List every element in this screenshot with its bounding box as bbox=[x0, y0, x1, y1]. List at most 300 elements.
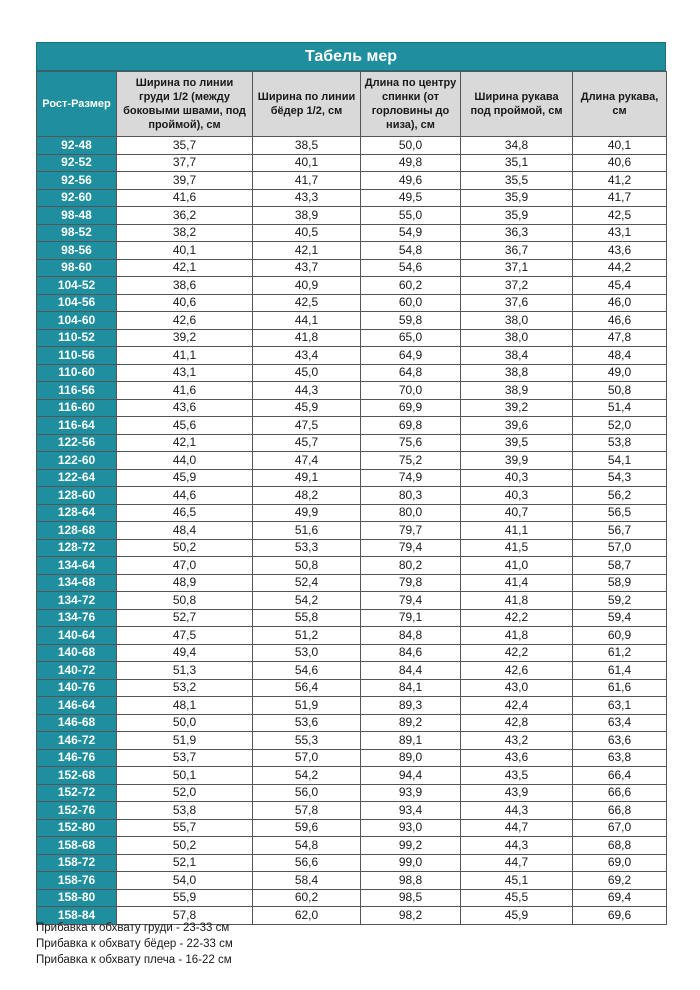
sleeve-width-cell: 35,9 bbox=[461, 207, 573, 225]
sleeve-length-cell: 53,8 bbox=[573, 434, 667, 452]
sleeve-width-cell: 41,8 bbox=[461, 627, 573, 645]
sleeve-width-cell: 39,9 bbox=[461, 452, 573, 470]
size-cell: 134-72 bbox=[37, 592, 117, 610]
table-row bbox=[37, 854, 667, 872]
hip-width-cell: 58,4 bbox=[253, 872, 361, 890]
sleeve-width-cell: 43,0 bbox=[461, 679, 573, 697]
sleeve-length-cell: 61,6 bbox=[573, 679, 667, 697]
back-length-cell: 60,2 bbox=[361, 277, 461, 295]
sleeve-length-cell: 40,6 bbox=[573, 154, 667, 172]
sleeve-length-cell: 56,2 bbox=[573, 487, 667, 505]
back-length-cell: 49,8 bbox=[361, 154, 461, 172]
chest-width-cell: 52,7 bbox=[117, 609, 253, 627]
size-cell: 98-56 bbox=[37, 242, 117, 260]
hip-width-cell: 60,2 bbox=[253, 889, 361, 907]
sleeve-length-cell: 66,8 bbox=[573, 802, 667, 820]
sleeve-width-cell: 35,1 bbox=[461, 154, 573, 172]
back-length-cell: 79,4 bbox=[361, 539, 461, 557]
back-length-cell: 93,9 bbox=[361, 784, 461, 802]
sleeve-width-cell: 41,8 bbox=[461, 592, 573, 610]
chest-width-cell: 43,6 bbox=[117, 399, 253, 417]
table-row bbox=[37, 522, 667, 540]
sleeve-length-cell: 51,4 bbox=[573, 399, 667, 417]
table-row bbox=[37, 679, 667, 697]
hip-width-cell: 43,3 bbox=[253, 189, 361, 207]
back-length-cell: 99,0 bbox=[361, 854, 461, 872]
header-chest-width: Ширина по линии груди 1/2 (между боковыми швами, под проймой), см bbox=[117, 72, 253, 137]
back-length-cell: 79,4 bbox=[361, 592, 461, 610]
size-cell: 92-60 bbox=[37, 189, 117, 207]
back-length-cell: 64,8 bbox=[361, 364, 461, 382]
hip-width-cell: 56,4 bbox=[253, 679, 361, 697]
sleeve-length-cell: 69,4 bbox=[573, 889, 667, 907]
table-row bbox=[37, 434, 667, 452]
size-cell: 98-48 bbox=[37, 207, 117, 225]
size-cell: 134-68 bbox=[37, 574, 117, 592]
back-length-cell: 54,9 bbox=[361, 224, 461, 242]
size-cell: 104-56 bbox=[37, 294, 117, 312]
back-length-cell: 79,8 bbox=[361, 574, 461, 592]
size-cell: 92-56 bbox=[37, 172, 117, 190]
hip-width-cell: 40,9 bbox=[253, 277, 361, 295]
hip-width-cell: 38,5 bbox=[253, 137, 361, 155]
table-row bbox=[37, 539, 667, 557]
size-cell: 140-72 bbox=[37, 662, 117, 680]
table-row bbox=[37, 172, 667, 190]
chest-width-cell: 36,2 bbox=[117, 207, 253, 225]
sleeve-width-cell: 40,3 bbox=[461, 487, 573, 505]
sleeve-width-cell: 35,5 bbox=[461, 172, 573, 190]
size-cell: 152-72 bbox=[37, 784, 117, 802]
back-length-cell: 59,8 bbox=[361, 312, 461, 330]
sleeve-width-cell: 44,3 bbox=[461, 837, 573, 855]
sleeve-width-cell: 44,3 bbox=[461, 802, 573, 820]
chest-width-cell: 40,6 bbox=[117, 294, 253, 312]
hip-width-cell: 51,2 bbox=[253, 627, 361, 645]
size-cell: 146-64 bbox=[37, 697, 117, 715]
chest-width-cell: 48,1 bbox=[117, 697, 253, 715]
size-cell: 98-52 bbox=[37, 224, 117, 242]
back-length-cell: 65,0 bbox=[361, 329, 461, 347]
back-length-cell: 84,8 bbox=[361, 627, 461, 645]
table-row bbox=[37, 189, 667, 207]
size-cell: 134-76 bbox=[37, 609, 117, 627]
size-cell: 152-80 bbox=[37, 819, 117, 837]
chest-width-cell: 39,2 bbox=[117, 329, 253, 347]
sleeve-length-cell: 61,2 bbox=[573, 644, 667, 662]
table-row bbox=[37, 399, 667, 417]
chest-width-cell: 45,9 bbox=[117, 469, 253, 487]
hip-width-cell: 54,6 bbox=[253, 662, 361, 680]
sleeve-width-cell: 43,2 bbox=[461, 732, 573, 750]
sleeve-width-cell: 38,9 bbox=[461, 382, 573, 400]
table-row bbox=[37, 872, 667, 890]
sleeve-length-cell: 63,4 bbox=[573, 714, 667, 732]
sleeve-length-cell: 69,2 bbox=[573, 872, 667, 890]
chest-width-cell: 50,0 bbox=[117, 714, 253, 732]
sleeve-length-cell: 41,7 bbox=[573, 189, 667, 207]
hip-width-cell: 44,3 bbox=[253, 382, 361, 400]
header-hip-width: Ширина по линии бёдер 1/2, см bbox=[253, 72, 361, 137]
allowance-notes bbox=[36, 920, 233, 968]
sleeve-length-cell: 68,8 bbox=[573, 837, 667, 855]
back-length-cell: 60,0 bbox=[361, 294, 461, 312]
hip-width-cell: 54,2 bbox=[253, 767, 361, 785]
table-row bbox=[37, 889, 667, 907]
sleeve-length-cell: 43,6 bbox=[573, 242, 667, 260]
hip-width-cell: 62,0 bbox=[253, 907, 361, 925]
size-cell: 146-68 bbox=[37, 714, 117, 732]
size-cell: 92-48 bbox=[37, 137, 117, 155]
hip-width-cell: 45,7 bbox=[253, 434, 361, 452]
chest-width-cell: 57,8 bbox=[117, 907, 253, 925]
sleeve-length-cell: 63,1 bbox=[573, 697, 667, 715]
sleeve-width-cell: 34,8 bbox=[461, 137, 573, 155]
size-cell: 140-68 bbox=[37, 644, 117, 662]
sleeve-width-cell: 43,5 bbox=[461, 767, 573, 785]
sleeve-length-cell: 56,7 bbox=[573, 522, 667, 540]
table-row bbox=[37, 224, 667, 242]
sleeve-length-cell: 44,2 bbox=[573, 259, 667, 277]
back-length-cell: 74,9 bbox=[361, 469, 461, 487]
header-back-length: Длина по центру спинки (от горловины до низа), см bbox=[361, 72, 461, 137]
size-cell: 158-72 bbox=[37, 854, 117, 872]
size-cell: 128-72 bbox=[37, 539, 117, 557]
table-row bbox=[37, 452, 667, 470]
back-length-cell: 98,5 bbox=[361, 889, 461, 907]
size-cell: 122-56 bbox=[37, 434, 117, 452]
back-length-cell: 80,2 bbox=[361, 557, 461, 575]
sleeve-length-cell: 47,8 bbox=[573, 329, 667, 347]
sleeve-length-cell: 69,0 bbox=[573, 854, 667, 872]
back-length-cell: 49,6 bbox=[361, 172, 461, 190]
table-row bbox=[37, 347, 667, 365]
chest-width-cell: 51,9 bbox=[117, 732, 253, 750]
size-cell: 110-52 bbox=[37, 329, 117, 347]
sleeve-length-cell: 60,9 bbox=[573, 627, 667, 645]
chest-width-cell: 50,1 bbox=[117, 767, 253, 785]
table-row bbox=[37, 714, 667, 732]
back-length-cell: 70,0 bbox=[361, 382, 461, 400]
hip-width-cell: 52,4 bbox=[253, 574, 361, 592]
sleeve-length-cell: 58,7 bbox=[573, 557, 667, 575]
sleeve-length-cell: 66,4 bbox=[573, 767, 667, 785]
back-length-cell: 69,9 bbox=[361, 399, 461, 417]
back-length-cell: 54,8 bbox=[361, 242, 461, 260]
sleeve-length-cell: 46,6 bbox=[573, 312, 667, 330]
sleeve-width-cell: 41,5 bbox=[461, 539, 573, 557]
table-row bbox=[37, 487, 667, 505]
hip-width-cell: 44,1 bbox=[253, 312, 361, 330]
table-row bbox=[37, 837, 667, 855]
sleeve-width-cell: 41,4 bbox=[461, 574, 573, 592]
hip-width-cell: 41,7 bbox=[253, 172, 361, 190]
size-cell: 158-68 bbox=[37, 837, 117, 855]
chest-width-cell: 40,1 bbox=[117, 242, 253, 260]
chest-width-cell: 41,6 bbox=[117, 189, 253, 207]
sleeve-width-cell: 43,9 bbox=[461, 784, 573, 802]
hip-width-cell: 42,1 bbox=[253, 242, 361, 260]
size-table bbox=[36, 71, 667, 925]
hip-width-cell: 57,0 bbox=[253, 749, 361, 767]
sleeve-width-cell: 42,6 bbox=[461, 662, 573, 680]
size-cell: 152-68 bbox=[37, 767, 117, 785]
size-cell: 104-60 bbox=[37, 312, 117, 330]
hip-width-cell: 42,5 bbox=[253, 294, 361, 312]
hip-width-cell: 51,6 bbox=[253, 522, 361, 540]
table-row bbox=[37, 417, 667, 435]
size-cell: 146-72 bbox=[37, 732, 117, 750]
size-cell: 158-76 bbox=[37, 872, 117, 890]
hip-width-cell: 53,3 bbox=[253, 539, 361, 557]
back-length-cell: 99,2 bbox=[361, 837, 461, 855]
back-length-cell: 75,6 bbox=[361, 434, 461, 452]
sleeve-width-cell: 35,9 bbox=[461, 189, 573, 207]
table-row bbox=[37, 277, 667, 295]
sleeve-length-cell: 50,8 bbox=[573, 382, 667, 400]
hip-width-cell: 53,6 bbox=[253, 714, 361, 732]
chest-width-cell: 47,5 bbox=[117, 627, 253, 645]
size-cell: 122-64 bbox=[37, 469, 117, 487]
sleeve-width-cell: 39,5 bbox=[461, 434, 573, 452]
chest-width-cell: 54,0 bbox=[117, 872, 253, 890]
hip-width-cell: 54,2 bbox=[253, 592, 361, 610]
chest-width-cell: 42,1 bbox=[117, 434, 253, 452]
size-cell: 140-76 bbox=[37, 679, 117, 697]
sleeve-width-cell: 41,0 bbox=[461, 557, 573, 575]
hip-width-cell: 59,6 bbox=[253, 819, 361, 837]
sleeve-length-cell: 54,1 bbox=[573, 452, 667, 470]
table-row bbox=[37, 382, 667, 400]
hip-width-cell: 56,0 bbox=[253, 784, 361, 802]
chest-width-cell: 48,9 bbox=[117, 574, 253, 592]
size-cell: 128-68 bbox=[37, 522, 117, 540]
table-row bbox=[37, 627, 667, 645]
hip-width-cell: 49,1 bbox=[253, 469, 361, 487]
sleeve-width-cell: 42,4 bbox=[461, 697, 573, 715]
sleeve-length-cell: 67,0 bbox=[573, 819, 667, 837]
sleeve-length-cell: 69,6 bbox=[573, 907, 667, 925]
sleeve-width-cell: 37,2 bbox=[461, 277, 573, 295]
back-length-cell: 69,8 bbox=[361, 417, 461, 435]
chest-width-cell: 43,1 bbox=[117, 364, 253, 382]
back-length-cell: 94,4 bbox=[361, 767, 461, 785]
table-row bbox=[37, 609, 667, 627]
sleeve-length-cell: 43,1 bbox=[573, 224, 667, 242]
table-row bbox=[37, 137, 667, 155]
chest-width-cell: 44,0 bbox=[117, 452, 253, 470]
chest-width-cell: 39,7 bbox=[117, 172, 253, 190]
size-cell: 134-64 bbox=[37, 557, 117, 575]
back-length-cell: 64,9 bbox=[361, 347, 461, 365]
back-length-cell: 80,3 bbox=[361, 487, 461, 505]
back-length-cell: 98,2 bbox=[361, 907, 461, 925]
table-row bbox=[37, 644, 667, 662]
note-hip-allowance: Прибавка к обхвату бёдер - 22-33 см bbox=[36, 938, 233, 950]
chest-width-cell: 52,0 bbox=[117, 784, 253, 802]
sleeve-length-cell: 49,0 bbox=[573, 364, 667, 382]
sleeve-width-cell: 43,6 bbox=[461, 749, 573, 767]
sleeve-length-cell: 63,8 bbox=[573, 749, 667, 767]
sleeve-width-cell: 42,2 bbox=[461, 644, 573, 662]
sleeve-width-cell: 37,6 bbox=[461, 294, 573, 312]
chest-width-cell: 55,9 bbox=[117, 889, 253, 907]
sleeve-width-cell: 42,8 bbox=[461, 714, 573, 732]
table-row bbox=[37, 767, 667, 785]
chest-width-cell: 53,2 bbox=[117, 679, 253, 697]
sleeve-width-cell: 40,7 bbox=[461, 504, 573, 522]
sleeve-length-cell: 57,0 bbox=[573, 539, 667, 557]
chest-width-cell: 41,6 bbox=[117, 382, 253, 400]
sleeve-length-cell: 66,6 bbox=[573, 784, 667, 802]
table-row bbox=[37, 469, 667, 487]
back-length-cell: 55,0 bbox=[361, 207, 461, 225]
chest-width-cell: 51,3 bbox=[117, 662, 253, 680]
sleeve-width-cell: 36,3 bbox=[461, 224, 573, 242]
back-length-cell: 89,2 bbox=[361, 714, 461, 732]
sleeve-width-cell: 39,6 bbox=[461, 417, 573, 435]
table-row bbox=[37, 504, 667, 522]
sleeve-length-cell: 48,4 bbox=[573, 347, 667, 365]
chest-width-cell: 45,6 bbox=[117, 417, 253, 435]
back-length-cell: 93,0 bbox=[361, 819, 461, 837]
hip-width-cell: 51,9 bbox=[253, 697, 361, 715]
sleeve-length-cell: 45,4 bbox=[573, 277, 667, 295]
header-sleeve-length: Длина рукава, см bbox=[573, 72, 667, 137]
chest-width-cell: 35,7 bbox=[117, 137, 253, 155]
sleeve-width-cell: 39,2 bbox=[461, 399, 573, 417]
hip-width-cell: 47,5 bbox=[253, 417, 361, 435]
size-cell: 116-60 bbox=[37, 399, 117, 417]
chest-width-cell: 49,4 bbox=[117, 644, 253, 662]
back-length-cell: 84,1 bbox=[361, 679, 461, 697]
note-shoulder-allowance: Прибавка к обхвату плеча - 16-22 см bbox=[36, 954, 232, 966]
sleeve-width-cell: 38,0 bbox=[461, 329, 573, 347]
hip-width-cell: 56,6 bbox=[253, 854, 361, 872]
chest-width-cell: 37,7 bbox=[117, 154, 253, 172]
sleeve-width-cell: 45,1 bbox=[461, 872, 573, 890]
table-row bbox=[37, 294, 667, 312]
sleeve-length-cell: 59,2 bbox=[573, 592, 667, 610]
hip-width-cell: 48,2 bbox=[253, 487, 361, 505]
table-title: Табель мер bbox=[36, 42, 666, 71]
back-length-cell: 84,4 bbox=[361, 662, 461, 680]
hip-width-cell: 54,8 bbox=[253, 837, 361, 855]
sleeve-width-cell: 40,3 bbox=[461, 469, 573, 487]
size-cell: 140-64 bbox=[37, 627, 117, 645]
sleeve-length-cell: 56,5 bbox=[573, 504, 667, 522]
back-length-cell: 54,6 bbox=[361, 259, 461, 277]
sleeve-width-cell: 44,7 bbox=[461, 854, 573, 872]
size-cell: 116-64 bbox=[37, 417, 117, 435]
size-cell: 146-76 bbox=[37, 749, 117, 767]
table-row bbox=[37, 749, 667, 767]
sleeve-width-cell: 38,8 bbox=[461, 364, 573, 382]
table-row bbox=[37, 697, 667, 715]
chest-width-cell: 46,5 bbox=[117, 504, 253, 522]
back-length-cell: 89,3 bbox=[361, 697, 461, 715]
table-row bbox=[37, 154, 667, 172]
table-row bbox=[37, 242, 667, 260]
hip-width-cell: 40,5 bbox=[253, 224, 361, 242]
back-length-cell: 89,1 bbox=[361, 732, 461, 750]
sleeve-width-cell: 42,2 bbox=[461, 609, 573, 627]
size-cell: 116-56 bbox=[37, 382, 117, 400]
hip-width-cell: 45,9 bbox=[253, 399, 361, 417]
back-length-cell: 79,1 bbox=[361, 609, 461, 627]
chest-width-cell: 44,6 bbox=[117, 487, 253, 505]
size-cell: 104-52 bbox=[37, 277, 117, 295]
hip-width-cell: 45,0 bbox=[253, 364, 361, 382]
back-length-cell: 84,6 bbox=[361, 644, 461, 662]
hip-width-cell: 43,4 bbox=[253, 347, 361, 365]
back-length-cell: 79,7 bbox=[361, 522, 461, 540]
sleeve-width-cell: 45,5 bbox=[461, 889, 573, 907]
measurements-sheet bbox=[36, 42, 666, 925]
note-chest-allowance: Прибавка к обхвату груди - 23-33 см bbox=[36, 922, 230, 934]
sleeve-length-cell: 63,6 bbox=[573, 732, 667, 750]
table-row bbox=[37, 329, 667, 347]
hip-width-cell: 43,7 bbox=[253, 259, 361, 277]
sleeve-width-cell: 37,1 bbox=[461, 259, 573, 277]
table-header-row bbox=[37, 72, 667, 137]
chest-width-cell: 50,2 bbox=[117, 539, 253, 557]
sleeve-length-cell: 58,9 bbox=[573, 574, 667, 592]
size-cell: 92-52 bbox=[37, 154, 117, 172]
chest-width-cell: 42,6 bbox=[117, 312, 253, 330]
hip-width-cell: 38,9 bbox=[253, 207, 361, 225]
table-row bbox=[37, 364, 667, 382]
sleeve-length-cell: 46,0 bbox=[573, 294, 667, 312]
hip-width-cell: 49,9 bbox=[253, 504, 361, 522]
chest-width-cell: 38,2 bbox=[117, 224, 253, 242]
back-length-cell: 49,5 bbox=[361, 189, 461, 207]
size-cell: 98-60 bbox=[37, 259, 117, 277]
sleeve-width-cell: 36,7 bbox=[461, 242, 573, 260]
sleeve-length-cell: 41,2 bbox=[573, 172, 667, 190]
table-row bbox=[37, 592, 667, 610]
size-cell: 128-64 bbox=[37, 504, 117, 522]
chest-width-cell: 41,1 bbox=[117, 347, 253, 365]
size-cell: 122-60 bbox=[37, 452, 117, 470]
sleeve-length-cell: 52,0 bbox=[573, 417, 667, 435]
sleeve-length-cell: 61,4 bbox=[573, 662, 667, 680]
chest-width-cell: 53,8 bbox=[117, 802, 253, 820]
chest-width-cell: 50,2 bbox=[117, 837, 253, 855]
hip-width-cell: 55,8 bbox=[253, 609, 361, 627]
chest-width-cell: 42,1 bbox=[117, 259, 253, 277]
size-cell: 158-84 bbox=[37, 907, 117, 925]
hip-width-cell: 40,1 bbox=[253, 154, 361, 172]
hip-width-cell: 50,8 bbox=[253, 557, 361, 575]
size-cell: 158-80 bbox=[37, 889, 117, 907]
table-row bbox=[37, 784, 667, 802]
table-row bbox=[37, 557, 667, 575]
size-cell: 110-56 bbox=[37, 347, 117, 365]
sleeve-length-cell: 59,4 bbox=[573, 609, 667, 627]
back-length-cell: 93,4 bbox=[361, 802, 461, 820]
chest-width-cell: 38,6 bbox=[117, 277, 253, 295]
chest-width-cell: 52,1 bbox=[117, 854, 253, 872]
table-row bbox=[37, 819, 667, 837]
chest-width-cell: 55,7 bbox=[117, 819, 253, 837]
header-sleeve-width: Ширина рукава под проймой, см bbox=[461, 72, 573, 137]
chest-width-cell: 53,7 bbox=[117, 749, 253, 767]
size-cell: 110-60 bbox=[37, 364, 117, 382]
sleeve-length-cell: 42,5 bbox=[573, 207, 667, 225]
table-row bbox=[37, 732, 667, 750]
table-row bbox=[37, 312, 667, 330]
